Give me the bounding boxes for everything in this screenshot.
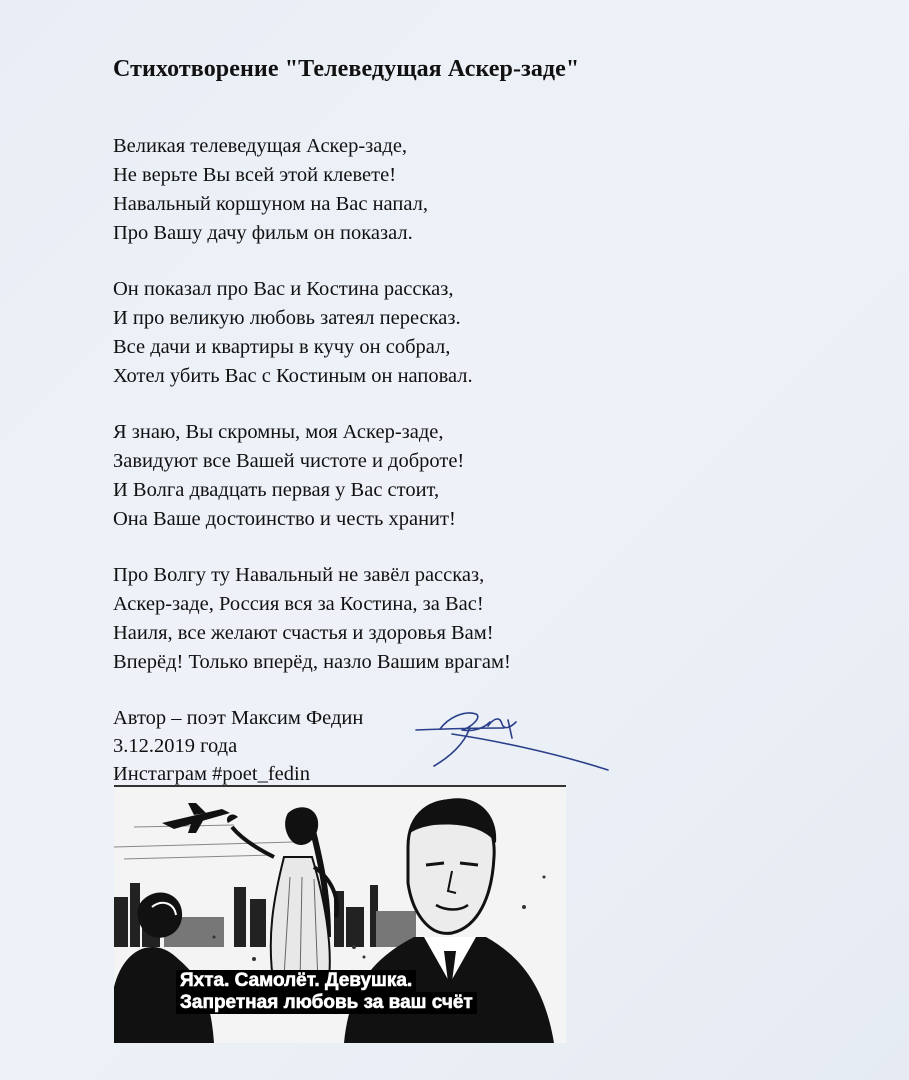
poem-line: Я знаю, Вы скромны, моя Аскер-заде, [113, 421, 444, 443]
instagram-line: Инстаграм #poet_fedin [113, 763, 310, 785]
poem-line: И Волга двадцать первая у Вас стоит, [113, 479, 440, 501]
author-block [113, 704, 363, 788]
author-line: Автор – поэт Максим Федин [113, 707, 364, 729]
poem-title: Стихотворение "Телеведущая Аскер-заде" [113, 56, 580, 82]
poem-line: Хотел убить Вас с Костиным он наповал. [113, 365, 473, 387]
stanza-3 [113, 418, 633, 534]
poem-line: Все дачи и квартиры в кучу он собрал, [113, 336, 451, 358]
poem-line: Аскер-заде, Россия вся за Костина, за Вас! [113, 593, 484, 615]
poem-line: Про Волгу ту Навальный не завёл рассказ, [113, 564, 485, 586]
poem-line: Она Ваше достоинство и честь хранит! [113, 508, 456, 530]
poem-line: Великая телеведущая Аскер-заде, [113, 135, 408, 157]
stanza-2 [113, 275, 633, 391]
date-line: 3.12.2019 года [113, 735, 238, 757]
poem-line: Не верьте Вы всей этой клевете! [113, 164, 397, 186]
poem-line: Наиля, все желают счастья и здоровья Вам! [113, 622, 494, 644]
caption-line-1: Яхта. Самолёт. Девушка. [176, 970, 416, 992]
meme-image [114, 785, 566, 1043]
poem-line: Навальный коршуном на Вас напал, [113, 193, 428, 215]
stanza-1 [113, 132, 633, 248]
poem-line: Вперёд! Только вперёд, назло Вашим врагам! [113, 651, 511, 673]
stanza-4 [113, 561, 633, 677]
poem-line: И про великую любовь затеял пересказ. [113, 307, 461, 329]
poem-line: Он показал про Вас и Костина рассказ, [113, 278, 454, 300]
poem-line: Завидуют все Вашей чистоте и доброте! [113, 450, 465, 472]
caption-line-2: Запретная любовь за ваш счёт [176, 992, 477, 1014]
poem-body [113, 132, 633, 704]
poem-line: Про Вашу дачу фильм он показал. [113, 222, 413, 244]
handwritten-signature [412, 700, 612, 780]
